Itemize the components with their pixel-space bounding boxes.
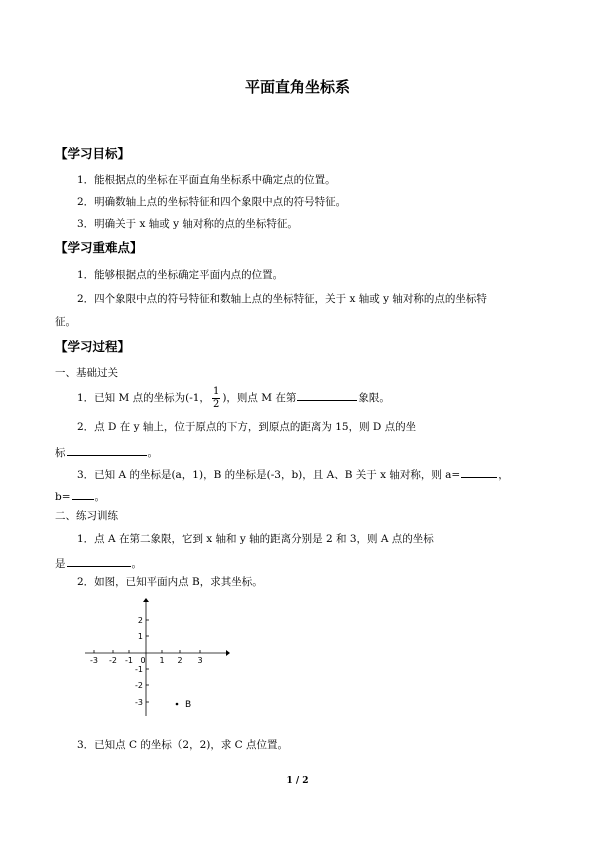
part1-question-3-line2: b= 。 xyxy=(55,491,106,503)
x-tick-label: 2 xyxy=(177,656,183,665)
y-axis-arrow xyxy=(143,598,149,602)
part2-question-3: 3．已知点 C 的坐标（2，2)，求 C 点位置。 xyxy=(77,739,289,751)
keypoint-item-2-line1: 2．四个象限中点的符号特征和数轴上点的坐标特征，关于 x 轴或 y 轴对称的点的坐标特 xyxy=(77,293,487,305)
goal-item-3: 3．明确关于 x 轴或 y 轴对称的点的坐标特征。 xyxy=(77,218,298,230)
y-tick-label: -1 xyxy=(135,665,143,674)
y-tick-label: -3 xyxy=(135,698,143,707)
page-number: 1 / 2 xyxy=(286,776,309,786)
point-b-label: B xyxy=(185,700,192,710)
part1-question-2-line2: 标 。 xyxy=(55,447,158,459)
goal-item-1: 1．能根据点的坐标在平面直角坐标系中确定点的位置。 xyxy=(77,174,336,186)
answer-blank[interactable] xyxy=(67,445,147,456)
part1-title: 一、基础过关 xyxy=(55,367,118,379)
x-tick-label: -1 xyxy=(125,656,133,665)
keypoints-heading: 【学习重难点】 xyxy=(55,240,143,255)
origin-label: 0 xyxy=(140,656,146,665)
x-axis-arrow xyxy=(226,650,230,656)
x-tick-label: -3 xyxy=(90,656,98,665)
process-heading: 【学习过程】 xyxy=(55,339,131,354)
part2-question-2: 2．如图，已知平面内点 B，求其坐标。 xyxy=(77,576,263,588)
y-tick-label: -2 xyxy=(135,681,143,690)
part1-question-2-line1: 2．点 D 在 y 轴上，位于原点的下方，到原点的距离为 15，则 D 点的坐 xyxy=(77,421,417,433)
answer-blank[interactable] xyxy=(72,489,94,500)
x-tick-label: -2 xyxy=(109,656,117,665)
x-tick-label: 1 xyxy=(159,656,165,665)
y-tick-label: 2 xyxy=(137,616,143,625)
answer-blank[interactable] xyxy=(461,467,497,478)
answer-blank[interactable] xyxy=(297,390,357,401)
keypoint-item-2-line2: 征。 xyxy=(55,316,76,328)
answer-blank[interactable] xyxy=(67,556,131,567)
fraction-one-half: $\frac{1}{2}$ xyxy=(212,385,220,410)
y-tick-label: 1 xyxy=(137,632,143,641)
point-b-marker xyxy=(176,703,179,706)
goal-item-2: 2．明确数轴上点的坐标特征和四个象限中点的符号特征。 xyxy=(77,196,347,208)
keypoint-item-1: 1．能够根据点的坐标确定平面内点的位置。 xyxy=(77,269,284,281)
page-title: 平面直角坐标系 xyxy=(244,78,350,96)
part2-title: 二、练习训练 xyxy=(55,510,118,522)
coordinate-graph xyxy=(80,598,230,718)
part2-question-1-line1: 1．点 A 在第二象限，它到 x 轴和 y 轴的距离分别是 2 和 3，则 A 点的坐标 xyxy=(77,533,434,545)
part2-question-1-line2: 是 。 xyxy=(55,558,142,570)
goals-heading: 【学习目标】 xyxy=(55,146,131,161)
part1-question-1: 1．已知 M 点的坐标为(-1， $\frac{1}{2}$ )，则点 M 在第 象限。 xyxy=(77,385,390,410)
x-tick-label: 3 xyxy=(197,656,203,665)
part1-question-3-line1: 3．已知 A 的坐标是(a，1)，B 的坐标是(-3，b)，且 A、B 关于 x 轴对称，则 a= ， xyxy=(77,469,509,481)
